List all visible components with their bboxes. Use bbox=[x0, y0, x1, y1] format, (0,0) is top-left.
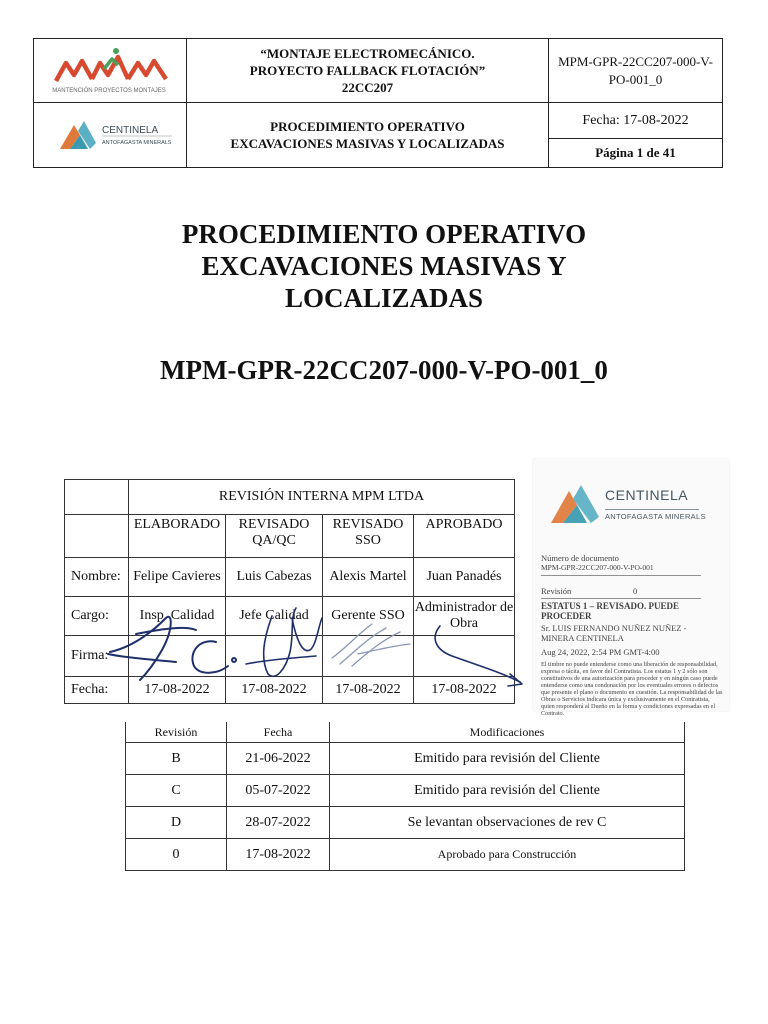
nombre-elaborado: Felipe Cavieres bbox=[129, 558, 226, 597]
stamp-brand: CENTINELA bbox=[605, 487, 689, 503]
mods-header-revision: Revisión bbox=[126, 722, 227, 743]
mods-desc: Emitido para revisión del Cliente bbox=[330, 743, 685, 775]
nombre-qaqc: Luis Cabezas bbox=[226, 558, 323, 597]
page-number: Página 1 de 41 bbox=[595, 145, 676, 160]
project-title-line-1: “MONTAJE ELECTROMECÁNICO. bbox=[260, 46, 475, 61]
row-label-firma: Firma: bbox=[65, 636, 129, 677]
main-title-line-3: LOCALIZADAS bbox=[284, 283, 484, 313]
fecha-qaqc: 17-08-2022 bbox=[226, 677, 323, 704]
mods-fecha: 21-06-2022 bbox=[227, 743, 330, 775]
main-title-line-1: PROCEDIMIENTO OPERATIVO bbox=[181, 219, 587, 249]
table-corner-2 bbox=[65, 515, 129, 558]
centinela-logo bbox=[34, 103, 187, 167]
internal-revision-table bbox=[64, 479, 515, 704]
firma-elaborado bbox=[129, 636, 226, 677]
row-label-cargo: Cargo: bbox=[65, 597, 129, 636]
stamp-status: ESTATUS 1 – REVISADO. PUEDE PROCEDER bbox=[541, 601, 679, 621]
mods-rev: 0 bbox=[126, 839, 227, 871]
approval-stamp bbox=[533, 459, 729, 717]
table-row bbox=[126, 807, 685, 839]
fecha-sso: 17-08-2022 bbox=[323, 677, 414, 704]
stamp-logo bbox=[547, 477, 717, 537]
procedure-title-line-1: PROCEDIMIENTO OPERATIVO bbox=[270, 119, 465, 134]
firma-qaqc bbox=[226, 636, 323, 677]
table-row bbox=[126, 775, 685, 807]
mods-desc: Se levantan observaciones de rev C bbox=[330, 807, 685, 839]
cargo-qaqc: Jefe Calidad bbox=[226, 597, 323, 636]
nombre-aprobado: Juan Panadés bbox=[414, 558, 515, 597]
fecha-elaborado: 17-08-2022 bbox=[129, 677, 226, 704]
stamp-brand-divider bbox=[605, 509, 699, 510]
fecha-aprobado: 17-08-2022 bbox=[414, 677, 515, 704]
header-doc-code bbox=[549, 39, 722, 103]
cargo-sso: Gerente SSO bbox=[323, 597, 414, 636]
role-elaborado: ELABORADO bbox=[129, 515, 226, 558]
row-label-fecha: Fecha: bbox=[65, 677, 129, 704]
stamp-doc-number: MPM-GPR-22CC207-000-V-PO-001 bbox=[541, 563, 654, 572]
mods-desc: Emitido para revisión del Cliente bbox=[330, 775, 685, 807]
mpm-logo-tagline: MANTENCIÓN PROYECTOS MONTAJES bbox=[52, 88, 166, 94]
procedure-title bbox=[187, 103, 549, 167]
stamp-revision-label: Revisión bbox=[541, 586, 572, 596]
main-title bbox=[84, 218, 684, 314]
row-label-nombre: Nombre: bbox=[65, 558, 129, 597]
revision-table-title: REVISIÓN INTERNA MPM LTDA bbox=[129, 480, 515, 515]
table-row bbox=[126, 839, 685, 871]
mods-rev: B bbox=[126, 743, 227, 775]
stamp-divider-2 bbox=[541, 598, 701, 599]
mods-rev: D bbox=[126, 807, 227, 839]
mods-header-fecha: Fecha bbox=[227, 722, 330, 743]
project-title bbox=[187, 39, 549, 103]
mods-fecha: 05-07-2022 bbox=[227, 775, 330, 807]
nombre-sso: Alexis Martel bbox=[323, 558, 414, 597]
project-title-line-2: PROYECTO FALLBACK FLOTACIÓN” bbox=[249, 63, 486, 78]
cargo-elaborado: Insp. Calidad bbox=[129, 597, 226, 636]
procedure-title-line-2: EXCAVACIONES MASIVAS Y LOCALIZADAS bbox=[230, 136, 505, 151]
mpm-logo bbox=[34, 39, 187, 103]
stamp-signer: Sr. LUIS FERNANDO NUÑEZ NUÑEZ - MINERA CENTINELA bbox=[541, 623, 687, 643]
firma-sso bbox=[323, 636, 414, 677]
centinela-logo-sub: ANTOFAGASTA MINERALS bbox=[102, 140, 172, 146]
mods-fecha: 17-08-2022 bbox=[227, 839, 330, 871]
modifications-table bbox=[125, 722, 685, 871]
header-date: Fecha: 17-08-2022 bbox=[549, 103, 722, 139]
stamp-datetime: Aug 24, 2022, 2:54 PM GMT-4:00 bbox=[541, 647, 660, 657]
firma-aprobado bbox=[414, 636, 515, 677]
main-title-line-2: EXCAVACIONES MASIVAS Y bbox=[201, 251, 567, 281]
stamp-divider-1 bbox=[541, 575, 701, 576]
project-title-line-3: 22CC207 bbox=[341, 80, 394, 95]
cargo-aprobado: Administrador de Obra bbox=[414, 597, 515, 636]
table-corner bbox=[65, 480, 129, 515]
role-revisado-qaqc: REVISADO QA/QC bbox=[226, 515, 323, 558]
role-aprobado: APROBADO bbox=[414, 515, 515, 558]
mods-desc: Aprobado para Construcción bbox=[330, 839, 685, 871]
mods-fecha: 28-07-2022 bbox=[227, 807, 330, 839]
header-doc-code-line-2: PO-001_0 bbox=[608, 71, 663, 87]
main-doc-code: MPM-GPR-22CC207-000-V-PO-001_0 bbox=[160, 355, 608, 385]
stamp-revision-value: 0 bbox=[633, 586, 638, 596]
stamp-brand-sub: ANTOFAGASTA MINERALS bbox=[605, 512, 706, 521]
stamp-doc-number-label: Número de documento bbox=[541, 553, 619, 563]
mods-rev: C bbox=[126, 775, 227, 807]
table-row bbox=[126, 743, 685, 775]
header-doc-code-line-1: MPM-GPR-22CC207-000-V- bbox=[558, 53, 713, 69]
mods-header-modificaciones: Modificaciones bbox=[330, 722, 685, 743]
centinela-logo-name: CENTINELA bbox=[102, 125, 159, 136]
stamp-disclaimer: El timbre no puede entenderse como una liberación de responsabilidad, expresa o tácita, en favor del Contratista. Los estatus 1 y 2 sólo son constitutivos de una autorización para proceder y en ningún caso puede entenderse como una condonación por los eventuales errores o defectos que presente el plano o documento en cuestión. La responsabilidad de las Obras o Servicios indicara única y exclusivamente en el Contratista, quien responderá al Dueño en la forma y condiciones expresadas en el Contrato. bbox=[541, 661, 723, 717]
document-header bbox=[33, 38, 723, 168]
role-revisado-sso: REVISADO SSO bbox=[323, 515, 414, 558]
